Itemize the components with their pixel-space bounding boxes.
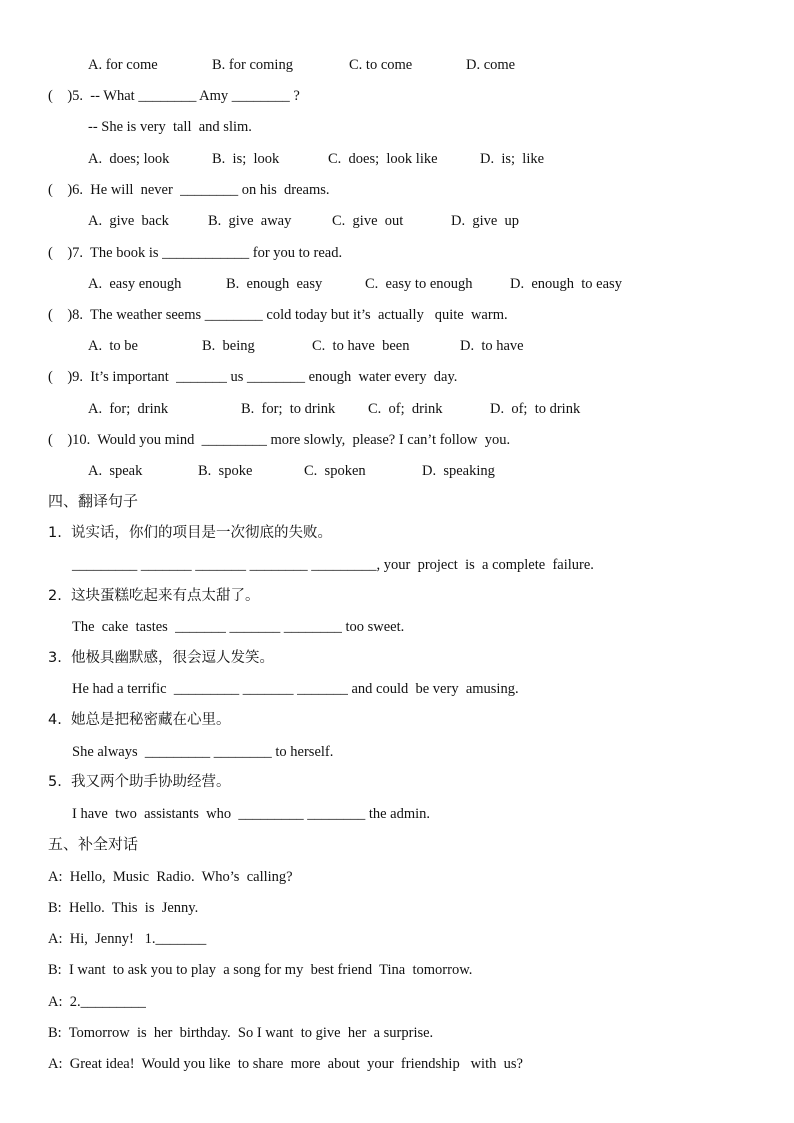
translation-2-chinese: 2. 这块蛋糕吃起来有点太甜了。 [48, 588, 260, 604]
q6-option-a: A. give back [88, 213, 169, 229]
q6-option-b: B. give away [208, 213, 292, 229]
q6-option-d: D. give up [451, 213, 520, 229]
q9-option-b: B. for; to drink [241, 401, 336, 417]
q4-option-b: B. for coming [212, 57, 293, 73]
q7-option-a: A. easy enough [88, 276, 182, 292]
q4-option-c: C. to come [349, 57, 413, 73]
q5-stem: ( )5. -- What ________ Amy ________ ? [48, 88, 300, 104]
q8-option-b: B. being [202, 338, 255, 354]
q7-option-d: D. enough to easy [510, 276, 622, 292]
q9-option-a: A. for; drink [88, 401, 169, 417]
translation-2-english: The cake tastes _______ _______ ________ too sweet. [72, 619, 405, 635]
translation-4-english: She always _________ ________ to herself. [72, 744, 334, 760]
translation-5-chinese: 5. 我又两个助手协助经营。 [48, 774, 231, 790]
translation-1-english: _________ _______ _______ ________ _________, your project is a complete failure. [72, 557, 594, 573]
dialogue-line: B: Hello. This is Jenny. [48, 900, 199, 916]
section-4-title: 四、翻译句子 [48, 492, 139, 510]
dialogue-line: B: Tomorrow is her birthday. So I want to give her a surprise. [48, 1025, 434, 1041]
q7-stem: ( )7. The book is ____________ for you to read. [48, 245, 343, 261]
translation-3-chinese: 3. 他极具幽默感，很会逗人发笑。 [48, 650, 275, 666]
q5-option-b: B. is; look [212, 151, 280, 167]
q6-stem: ( )6. He will never ________ on his dreams. [48, 182, 330, 198]
q8-option-c: C. to have been [312, 338, 410, 354]
translation-3-english: He had a terrific _________ _______ _______ and could be very amusing. [72, 681, 519, 697]
q10-option-d: D. speaking [422, 463, 495, 479]
q10-option-a: A. speak [88, 463, 143, 479]
q7-option-b: B. enough easy [226, 276, 323, 292]
q9-option-d: D. of; to drink [490, 401, 581, 417]
q5-reply: -- She is very tall and slim. [88, 119, 252, 135]
dialogue-line: B: I want to ask you to play a song for my best friend Tina tomorrow. [48, 962, 473, 978]
dialogue-line: A: Hello, Music Radio. Who’s calling? [48, 869, 293, 885]
q8-option-a: A. to be [88, 338, 138, 354]
q10-option-b: B. spoke [198, 463, 253, 479]
q5-option-d: D. is; like [480, 151, 545, 167]
translation-1-chinese: 1. 说实话，你们的项目是一次彻底的失败。 [48, 525, 333, 541]
q7-option-c: C. easy to enough [365, 276, 473, 292]
q8-stem: ( )8. The weather seems ________ cold today but it’s actually quite warm. [48, 307, 508, 323]
dialogue-line: A: 2._________ [48, 994, 146, 1010]
q10-stem: ( )10. Would you mind _________ more slowly, please? I can’t follow you. [48, 432, 511, 448]
q4-option-a: A. for come [88, 57, 158, 73]
q9-option-c: C. of; drink [368, 401, 443, 417]
section-5-title: 五、补全对话 [48, 835, 139, 853]
dialogue-line: A: Hi, Jenny! 1._______ [48, 931, 207, 947]
translation-4-chinese: 4. 她总是把秘密藏在心里。 [48, 712, 231, 728]
dialogue-line: A: Great idea! Would you like to share more about your friendship with us? [48, 1056, 523, 1072]
q9-stem: ( )9. It’s important _______ us ________ enough water every day. [48, 369, 458, 385]
translation-5-english: I have two assistants who _________ ________ the admin. [72, 806, 431, 822]
q5-option-c: C. does; look like [328, 151, 438, 167]
q4-option-d: D. come [466, 57, 516, 73]
q8-option-d: D. to have [460, 338, 524, 354]
q5-option-a: A. does; look [88, 151, 170, 167]
q10-option-c: C. spoken [304, 463, 366, 479]
q6-option-c: C. give out [332, 213, 404, 229]
